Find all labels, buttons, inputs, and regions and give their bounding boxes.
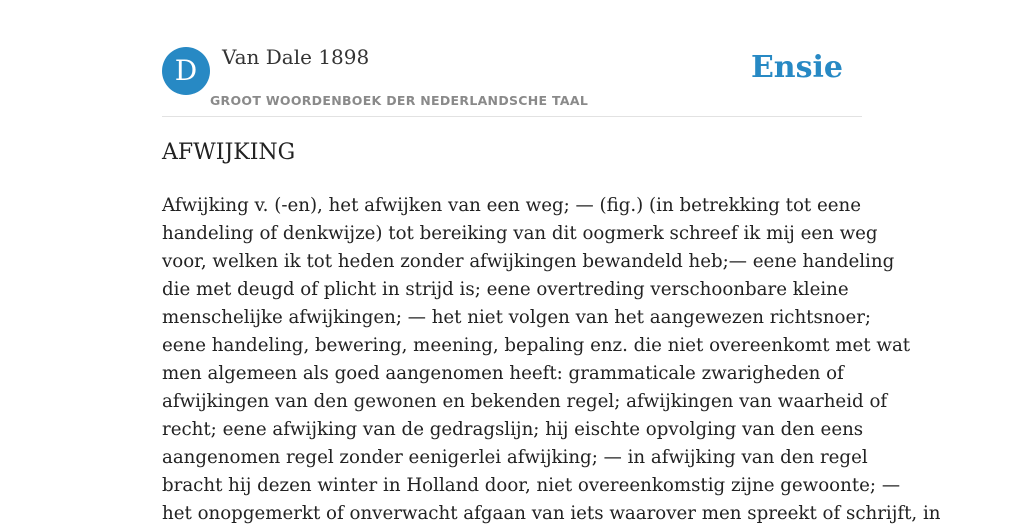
definition-line: aangenomen regel zonder eenigerlei afwijking; — in afwijking van den regel — [162, 447, 868, 468]
definition-line: Afwijking v. (-en), het afwijken van een weg; — (fig.) (in betrekking tot eene — [162, 195, 861, 216]
entry-definition — [162, 192, 941, 528]
dictionary-title[interactable]: Van Dale 1898 — [222, 45, 370, 69]
definition-line: bracht hij dezen winter in Holland door, niet overeenkomstig zijne gewoonte; — — [162, 475, 901, 496]
definition-line: men algemeen als goed aangenomen heeft: grammaticale zwarigheden of — [162, 363, 844, 384]
definition-line: recht; eene afwijking van de gedragslijn; hij eischte opvolging van den eens — [162, 419, 864, 440]
brand-logo[interactable]: Ensie — [750, 50, 843, 85]
dictionary-logo[interactable]: D — [162, 47, 210, 95]
page — [162, 0, 941, 524]
definition-line: voor, welken ik tot heden zonder afwijkingen bewandeld heb;— eene handeling — [162, 251, 895, 272]
entry-headword: AFWIJKING — [162, 140, 296, 165]
header — [162, 0, 862, 117]
definition-line: menschelijke afwijkingen; — het niet volgen van het aangewezen richtsnoer; — [162, 307, 872, 328]
definition-line: afwijkingen van den gewonen en bekenden regel; afwijkingen van waarheid of — [162, 391, 888, 412]
dictionary-subtitle: GROOT WOORDENBOEK DER NEDERLANDSCHE TAAL — [210, 93, 589, 108]
definition-line: het onopgemerkt of onverwacht afgaan van iets waarover men spreekt of schrijft, in — [162, 503, 941, 524]
definition-line: eene handeling, bewering, meening, bepaling enz. die niet overeenkomt met wat — [162, 335, 911, 356]
definition-line: handeling of denkwijze) tot bereiking van dit oogmerk schreef ik mij een weg — [162, 223, 878, 244]
definition-line: die met deugd of plicht in strijd is; eene overtreding verschoonbare kleine — [162, 279, 849, 300]
